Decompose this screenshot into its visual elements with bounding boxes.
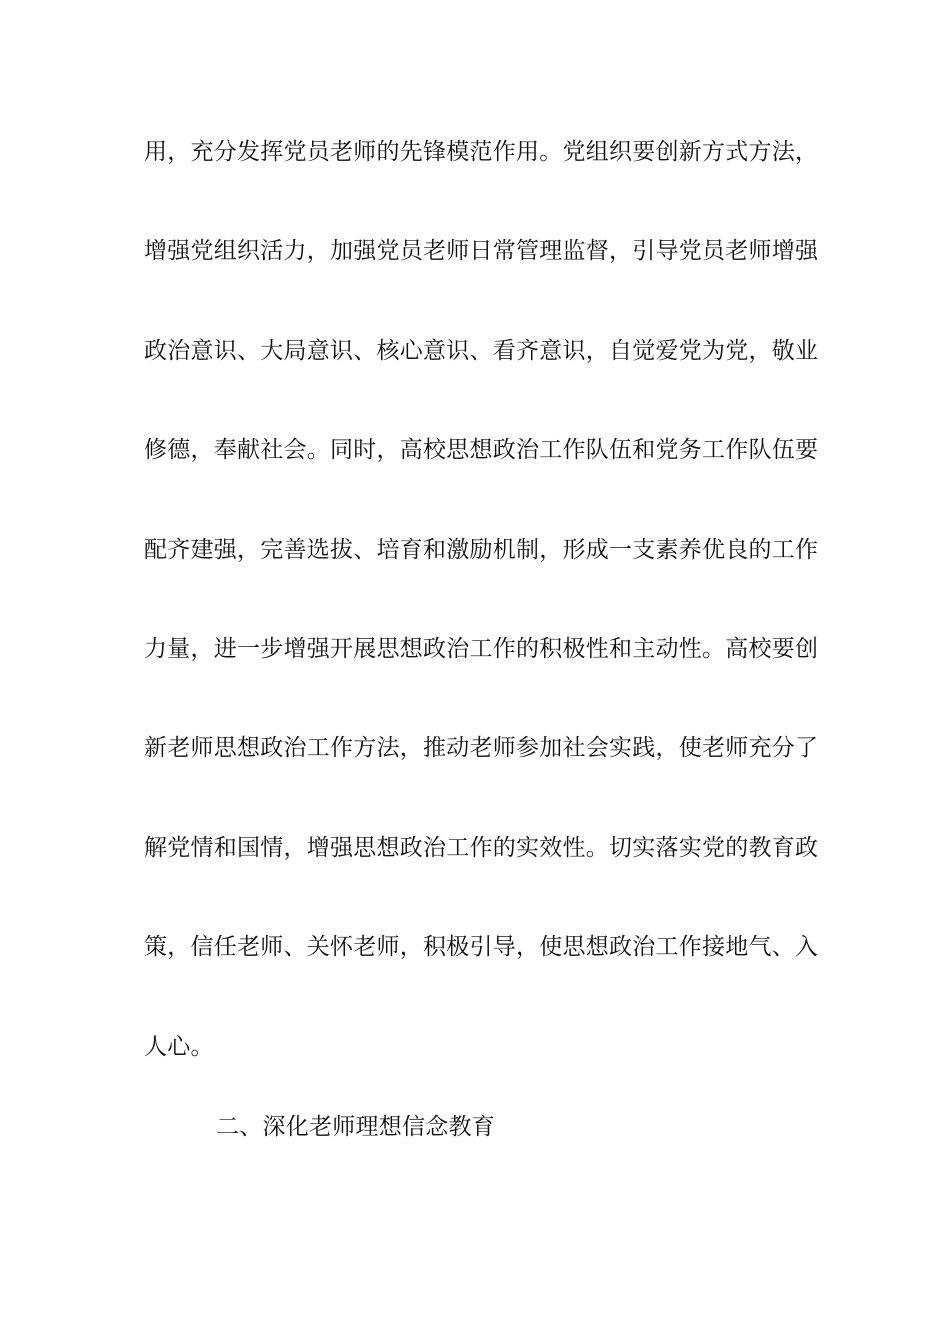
paragraph-line: 用，充分发挥党员老师的先锋模范作用。党组织要创新方式方法， — [144, 139, 819, 165]
paragraph-line: 新老师思想政治工作方法，推动老师参加社会实践，使老师充分了 — [144, 735, 819, 761]
paragraph-line: 解党情和国情，增强思想政治工作的实效性。切实落实党的教育政 — [144, 835, 819, 861]
paragraph-line: 政治意识、大局意识、核心意识、看齐意识，自觉爱党为党，敬业 — [144, 338, 819, 364]
paragraph-line: 力量，进一步增强开展思想政治工作的积极性和主动性。高校要创 — [144, 636, 819, 662]
paragraph-line: 增强党组织活力，加强党员老师日常管理监督，引导党员老师增强 — [144, 238, 819, 264]
paragraph-line: 策，信任老师、关怀老师，积极引导，使思想政治工作接地气、入 — [144, 934, 819, 960]
section-heading: 二、深化老师理想信念教育 — [216, 1114, 495, 1140]
paragraph-line: 人心。 — [144, 1034, 214, 1060]
paragraph-line: 修德，奉献社会。同时，高校思想政治工作队伍和党务工作队伍要 — [144, 437, 819, 463]
paragraph-line: 配齐建强，完善选拔、培育和激励机制，形成一支素养优良的工作 — [144, 537, 819, 563]
